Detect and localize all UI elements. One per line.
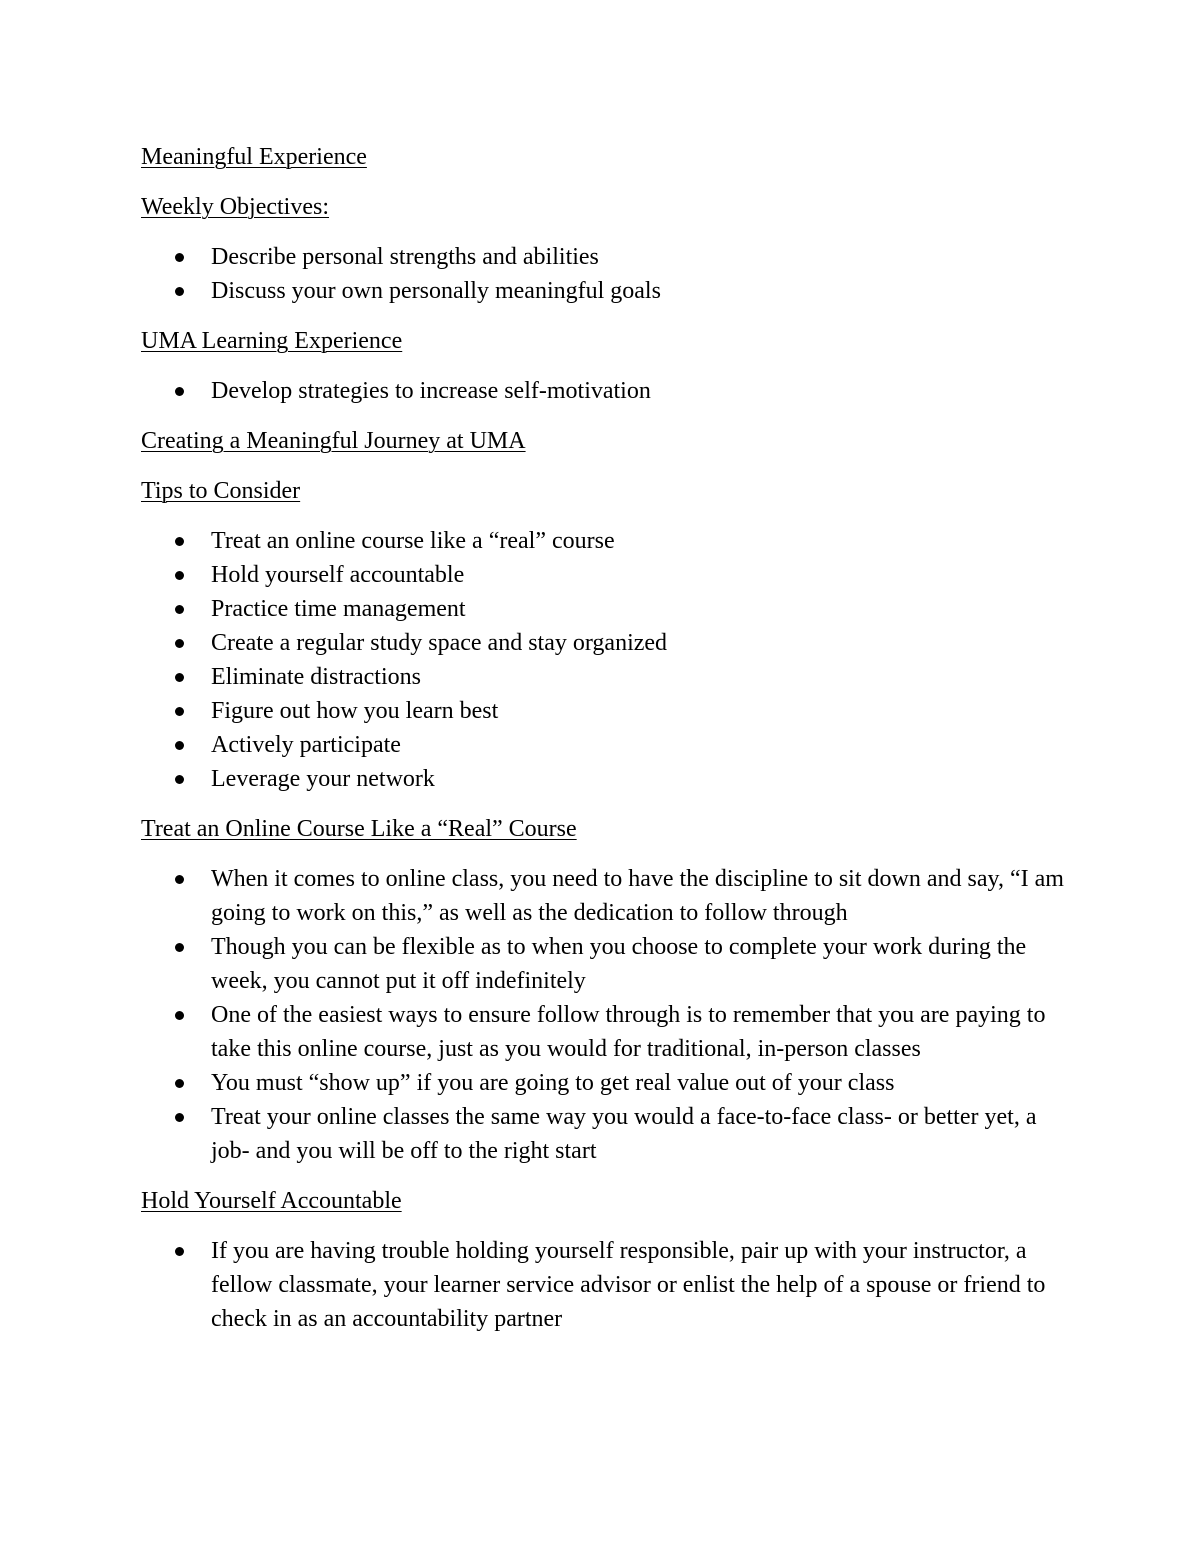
section-heading: Treat an Online Course Like a “Real” Course <box>141 816 577 842</box>
list-item <box>141 930 1071 998</box>
list-item-text: Treat your online classes the same way you would a face-to-face class- or better yet, a job- and you will be off to the right start <box>211 1104 1037 1164</box>
document-page <box>141 140 1071 1352</box>
list-item-text: Develop strategies to increase self-motivation <box>211 378 651 404</box>
list-item-text: Practice time management <box>211 596 466 622</box>
list-item <box>141 694 1071 728</box>
bullet-icon <box>175 875 184 884</box>
list-item-text: Actively participate <box>211 732 401 758</box>
section-heading: UMA Learning Experience <box>141 328 403 354</box>
list-item <box>141 728 1071 762</box>
section-heading: Hold Yourself Accountable <box>141 1188 402 1214</box>
list-item <box>141 998 1071 1066</box>
list-item-text: If you are having trouble holding yourself responsible, pair up with your instructor, a fellow classmate, your learner service advisor or enlist the help of a spouse or friend to check in as an accountability partner <box>211 1238 1046 1332</box>
bullet-icon <box>175 775 184 784</box>
list-item-text: Though you can be flexible as to when you choose to complete your work during the week, you cannot put it off indefinitely <box>211 934 1027 994</box>
bullet-icon <box>175 287 184 296</box>
list-item-text: Eliminate distractions <box>211 664 421 690</box>
bullet-list <box>141 524 1071 796</box>
bullet-list <box>141 1234 1071 1336</box>
bullet-icon <box>175 537 184 546</box>
list-item <box>141 1234 1071 1336</box>
list-item-text: Create a regular study space and stay organized <box>211 630 668 656</box>
bullet-icon <box>175 605 184 614</box>
bullet-icon <box>175 741 184 750</box>
section-heading: Weekly Objectives: <box>141 194 330 220</box>
bullet-icon <box>175 253 184 262</box>
list-item <box>141 274 1071 308</box>
list-item-text: Discuss your own personally meaningful goals <box>211 278 661 304</box>
bullet-icon <box>175 707 184 716</box>
bullet-icon <box>175 387 184 396</box>
bullet-list <box>141 862 1071 1168</box>
bullet-icon <box>175 639 184 648</box>
bullet-icon <box>175 1247 184 1256</box>
bullet-icon <box>175 943 184 952</box>
list-item-text: Hold yourself accountable <box>211 562 465 588</box>
list-item <box>141 592 1071 626</box>
section-heading: Creating a Meaningful Journey at UMA <box>141 428 526 454</box>
bullet-icon <box>175 1113 184 1122</box>
bullet-list <box>141 374 1071 408</box>
list-item <box>141 558 1071 592</box>
list-item <box>141 374 1071 408</box>
list-item-text: Describe personal strengths and abilities <box>211 244 599 270</box>
list-item-text: You must “show up” if you are going to get real value out of your class <box>211 1070 895 1096</box>
list-item <box>141 862 1071 930</box>
bullet-icon <box>175 1079 184 1088</box>
bullet-icon <box>175 1011 184 1020</box>
list-item-text: One of the easiest ways to ensure follow through is to remember that you are paying to take this online course, just as you would for traditional, in-person classes <box>211 1002 1046 1062</box>
list-item <box>141 524 1071 558</box>
list-item <box>141 762 1071 796</box>
list-item <box>141 1100 1071 1168</box>
list-item-text: Treat an online course like a “real” course <box>211 528 615 554</box>
list-item-text: Figure out how you learn best <box>211 698 499 724</box>
list-item <box>141 626 1071 660</box>
section-heading: Meaningful Experience <box>141 144 367 170</box>
bullet-icon <box>175 673 184 682</box>
bullet-icon <box>175 571 184 580</box>
bullet-list <box>141 240 1071 308</box>
section-heading: Tips to Consider <box>141 478 301 504</box>
list-item-text: Leverage your network <box>211 766 435 792</box>
list-item <box>141 1066 1071 1100</box>
list-item-text: When it comes to online class, you need to have the discipline to sit down and say, “I am going to work on this,” as well as the dedication to follow through <box>211 866 1064 926</box>
list-item <box>141 660 1071 694</box>
list-item <box>141 240 1071 274</box>
